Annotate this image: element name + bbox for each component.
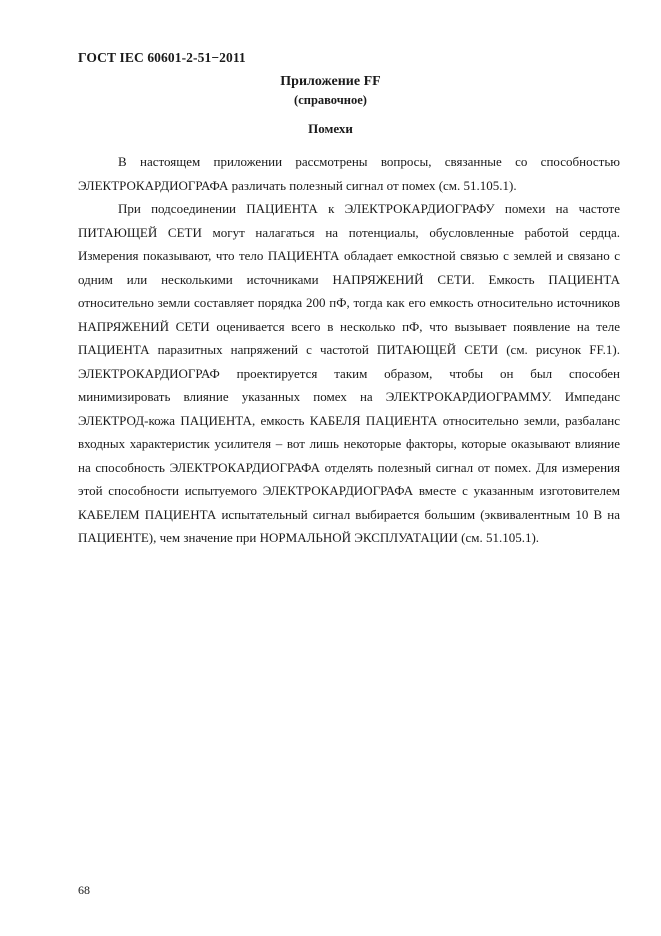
annex-title: Приложение FF <box>280 74 381 89</box>
paragraph: При подсоединении ПАЦИЕНТА к ЭЛЕКТРОКАРДИОГРАФУ помехи на частоте ПИТАЮЩЕЙ СЕТИ могут налагаться на потенциалы, обусловленные работой сердца. Измерения показывают, что тело ПАЦИЕНТА обладает емкостной связью с землей и связано с одним или несколькими источниками НАПРЯЖЕНИЙ СЕТИ. Емкость ПАЦИЕНТА относительно земли составляет порядка 200 пФ, тогда как его емкость относительно источников НАПРЯЖЕНИЙ СЕТИ оценивается всего в несколько пФ, что вызывает появление на теле ПАЦИЕНТА паразитных напряжений с частотой ПИТАЮЩЕЙ СЕТИ (см. рисунок FF.1). ЭЛЕКТРОКАРДИОГРАФ проектируется таким образом, чтобы он был способен минимизировать влияние указанных помех на ЭЛЕКТРОКАРДИОГРАММУ. Импеданс ЭЛЕКТРОД-кожа ПАЦИЕНТА, емкость КАБЕЛЯ ПАЦИЕНТА относительно земли, разбаланс входных характеристик усилителя – вот лишь некоторые факторы, которые оказывают влияние на способность ЭЛЕКТРОКАРДИОГРАФА отделять полезный сигнал от помех. Для измерения этой способности испытуемого ЭЛЕКТРОКАРДИОГРАФА вместе с указанным изготовителем КАБЕЛЕМ ПАЦИЕНТА испытательный сигнал выбирается большим (эквивалентным 10 В на ПАЦИЕНТЕ), чем значение при НОРМАЛЬНОЙ ЭКСПЛУАТАЦИИ (см. 51.105.1). <box>78 201 620 545</box>
section-title: Помехи <box>308 121 353 136</box>
annex-subtitle: (справочное) <box>294 93 367 107</box>
paragraph: В настоящем приложении рассмотрены вопросы, связанные со способностью ЭЛЕКТРОКАРДИОГРАФА различать полезный сигнал от помех (см. 51.105.1). <box>78 154 620 193</box>
document-code: ГОСТ IEC 60601-2-51−2011 <box>78 50 246 65</box>
body-text <box>78 150 620 550</box>
page-number: 68 <box>78 883 90 897</box>
